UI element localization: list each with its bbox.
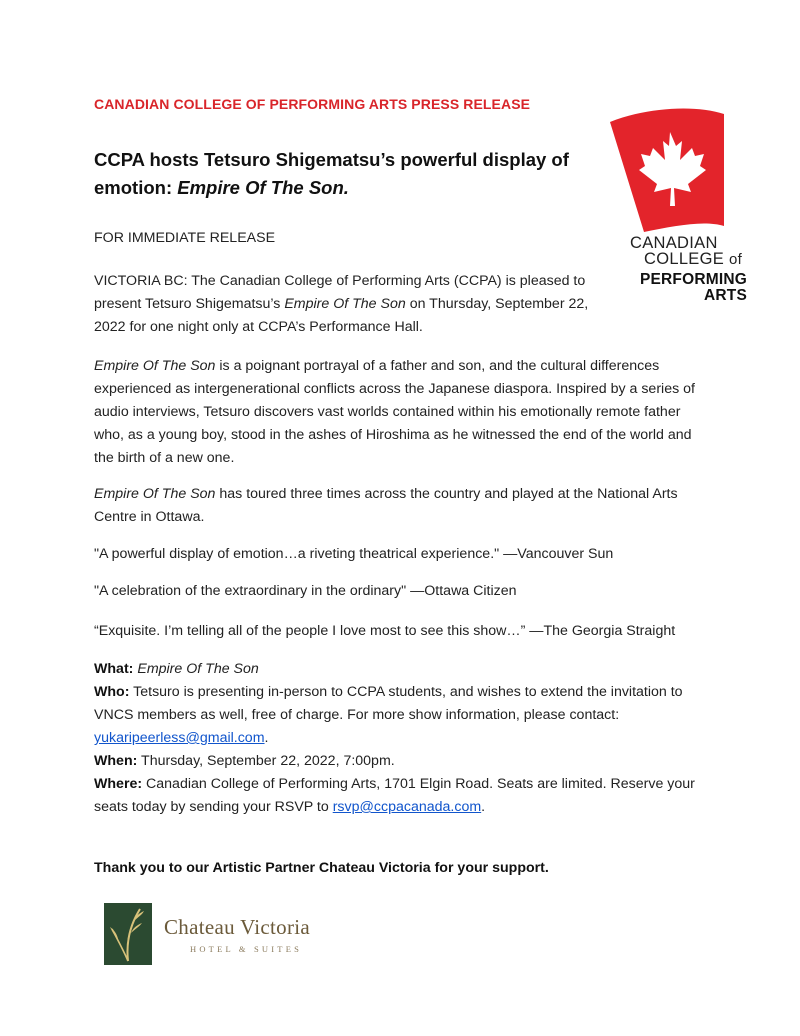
- tour-text: has toured three times across the country and played at the National Arts Centre in Ottawa.: [94, 486, 678, 525]
- ccpa-line3: PERFORMING: [639, 271, 747, 288]
- maple-leaf-flag-icon: [604, 108, 754, 238]
- chateau-victoria-logo: [104, 897, 340, 971]
- chateau-victoria-subtitle: HOTEL & SUITES: [190, 944, 303, 954]
- where-value: Canadian College of Performing Arts, 1701 Elgin Road. Seats are limited. Reserve your seats today by sending your RSVP to: [94, 776, 695, 815]
- detail-what: [94, 658, 724, 681]
- who-end: .: [264, 730, 269, 746]
- tour-paragraph: [94, 483, 714, 529]
- synopsis-paragraph: [94, 355, 714, 470]
- rsvp-email-link[interactable]: rsvp@ccpacanada.com: [332, 799, 482, 815]
- when-label: When:: [94, 753, 138, 769]
- what-label: What:: [94, 661, 134, 677]
- synopsis-title: Empire Of The Son: [94, 358, 216, 374]
- ccpa-line2: COLLEGE: [644, 249, 725, 268]
- press-release-kicker: CANADIAN COLLEGE OF PERFORMING ARTS PRESS RELEASE: [94, 96, 531, 112]
- detail-who: [94, 681, 724, 750]
- where-label: Where:: [94, 776, 143, 792]
- intro-title: Empire Of The Son: [284, 296, 406, 312]
- thanks-line: Thank you to our Artistic Partner Chateau Victoria for your support.: [94, 860, 549, 876]
- quote-ottawa-citizen: "A celebration of the extraordinary in the ordinary" —Ottawa Citizen: [94, 583, 517, 599]
- ccpa-logo: [604, 108, 754, 308]
- who-value: Tetsuro is presenting in-person to CCPA students, and wishes to extend the invitation to VNCS members as well, free of charge. For more show information, please contact:: [94, 684, 683, 723]
- intro-before: VICTORIA BC: The Canadian College of Performing Arts (CCPA) is pleased to present Tetsuro Shigematsu’s: [94, 273, 586, 312]
- intro-after: on Thursday, September 22, 2022 for one night only at CCPA’s Performance Hall.: [94, 296, 589, 335]
- detail-where: [94, 773, 724, 819]
- what-value: Empire Of The Son: [137, 661, 259, 677]
- contact-email-link[interactable]: yukaripeerless@gmail.com: [94, 730, 265, 746]
- quote-vancouver-sun: "A powerful display of emotion…a riveting theatrical experience." —Vancouver Sun: [94, 546, 614, 562]
- chateau-victoria-name: Chateau Victoria: [164, 915, 311, 939]
- headline: [94, 146, 594, 202]
- who-label: Who:: [94, 684, 130, 700]
- when-value: Thursday, September 22, 2022, 7:00pm.: [137, 753, 395, 769]
- ccpa-line1: CANADIAN: [630, 234, 718, 252]
- intro-paragraph: [94, 270, 599, 339]
- synopsis-text: is a poignant portrayal of a father and son, and the cultural differences experienced as intergenerational conflicts across the Japanese diaspora. Inspired by a series of audio interviews, Tetsuro discovers vast worlds contained within his emotionally remote father who, as a young boy, stood in the ashes of Hiroshima as he witnessed the end of the world and the birth of a new one.: [94, 358, 695, 466]
- headline-title: Empire Of The Son.: [177, 177, 349, 198]
- quote-georgia-straight: “Exquisite. I’m telling all of the people I love most to see this show…” —The Georgia Straight: [94, 623, 676, 639]
- headline-text: CCPA hosts Tetsuro Shigematsu’s powerful display of emotion:: [94, 149, 569, 198]
- event-details: [94, 658, 724, 819]
- ccpa-wordmark: [630, 236, 760, 267]
- release-line: FOR IMMEDIATE RELEASE: [94, 230, 276, 246]
- ccpa-line4: ARTS: [704, 287, 747, 304]
- ccpa-of: of: [728, 250, 743, 268]
- detail-when: [94, 750, 724, 773]
- tour-title: Empire Of The Son: [94, 486, 216, 502]
- ccpa-wordmark-bold: [607, 272, 747, 304]
- wheat-emblem-icon: [104, 903, 152, 965]
- where-end: .: [481, 799, 486, 815]
